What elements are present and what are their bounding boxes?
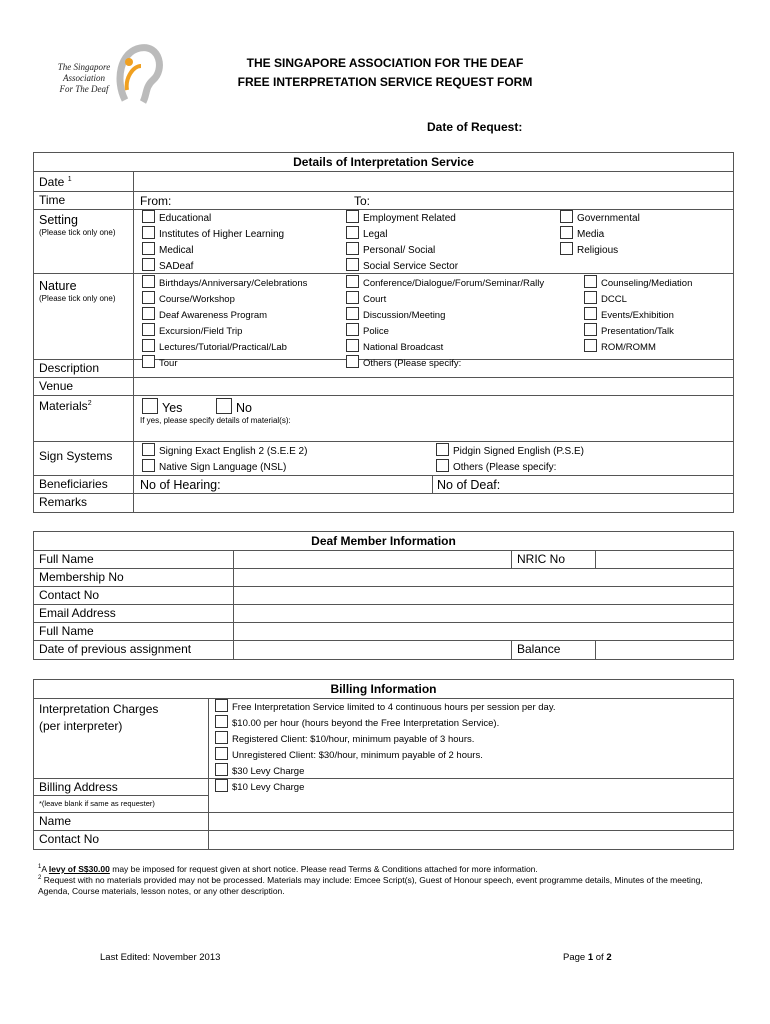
full-name-label-2: Full Name	[34, 623, 234, 641]
logo-line: The Singapore	[57, 62, 111, 72]
sign-systems-options	[134, 442, 734, 476]
checkbox-label: Religious	[577, 245, 619, 256]
checkbox-label: Excursion/Field Trip	[159, 326, 243, 337]
membership-label: Membership No	[34, 569, 234, 587]
full-name-field-2[interactable]	[234, 623, 734, 641]
time-field[interactable]	[134, 192, 734, 210]
billing-table	[33, 679, 734, 850]
nature-col2	[346, 275, 544, 371]
checkbox[interactable]	[142, 307, 155, 320]
full-name-field[interactable]	[234, 551, 512, 569]
setting-label: Setting	[39, 213, 78, 227]
beneficiaries-field	[134, 476, 734, 494]
checkbox[interactable]	[436, 459, 449, 472]
checkbox[interactable]	[346, 339, 359, 352]
checkbox[interactable]	[346, 275, 359, 288]
checkbox-label: Conference/Dialogue/Forum/Seminar/Rally	[363, 278, 545, 289]
logo-line: Association	[63, 73, 105, 83]
yes-label: Yes	[162, 401, 183, 415]
checkbox-option[interactable]	[560, 226, 640, 242]
checkbox-label: $30 Levy Charge	[232, 766, 305, 777]
time-label: Time	[34, 192, 134, 210]
checkbox[interactable]	[584, 323, 597, 336]
materials-no[interactable]	[216, 398, 252, 416]
checkbox-label: ROM/ROMM	[601, 342, 656, 353]
membership-field[interactable]	[234, 569, 734, 587]
footnote-number: 1	[38, 864, 42, 870]
checkbox-option[interactable]	[215, 715, 556, 731]
date-of-request: Date of Request:	[427, 120, 523, 134]
page-number	[563, 952, 612, 963]
checkbox-option[interactable]	[142, 459, 307, 475]
checkbox-option[interactable]	[215, 699, 556, 715]
checkbox-option[interactable]	[560, 242, 640, 258]
email-field[interactable]	[234, 605, 734, 623]
balance-label: Balance	[512, 641, 596, 660]
materials-label	[34, 396, 134, 442]
checkbox[interactable]	[436, 443, 449, 456]
full-name-label: Full Name	[34, 551, 234, 569]
checkbox[interactable]	[142, 398, 158, 414]
charges-options	[209, 699, 734, 793]
billing-section-title: Billing Information	[34, 680, 734, 699]
page-total: 2	[606, 952, 612, 963]
checkbox[interactable]	[560, 226, 573, 239]
nature-col3	[584, 275, 692, 355]
checkbox-label: Court	[363, 294, 387, 305]
charges-label	[34, 699, 209, 779]
checkbox-label: Medical	[159, 245, 194, 256]
checkbox-option[interactable]	[436, 459, 584, 475]
date-field[interactable]	[134, 172, 734, 192]
checkbox-option[interactable]	[142, 226, 284, 242]
materials-field	[134, 396, 734, 442]
checkbox[interactable]	[346, 242, 359, 255]
no-label: No	[236, 401, 252, 415]
checkbox-option[interactable]	[346, 226, 458, 242]
checkbox-label: Free Interpretation Service limited to 4 continuous hours per session per day.	[232, 702, 556, 713]
page-current: 1	[587, 952, 594, 963]
checkbox-label: Tour	[159, 358, 178, 369]
checkbox-label: Governmental	[577, 213, 640, 224]
checkbox[interactable]	[346, 258, 359, 271]
materials-yes[interactable]	[142, 398, 182, 416]
no-of-deaf-label: No of Deaf:	[437, 478, 501, 492]
checkbox-label: Pidgin Signed English (P.S.E)	[453, 446, 585, 457]
venue-label: Venue	[34, 378, 134, 396]
setting-col3	[560, 210, 640, 258]
checkbox[interactable]	[142, 258, 155, 271]
billing-address-label: Billing Address	[34, 779, 209, 796]
checkbox-option[interactable]	[142, 339, 307, 355]
checkbox[interactable]	[142, 275, 155, 288]
checkbox-option[interactable]	[346, 210, 458, 226]
checkbox-option[interactable]	[584, 275, 692, 291]
checkbox[interactable]	[142, 443, 155, 456]
checkbox[interactable]	[215, 731, 228, 744]
checkbox-option[interactable]	[346, 275, 544, 291]
checkbox[interactable]	[142, 459, 155, 472]
checkbox[interactable]	[215, 763, 228, 776]
checkbox-label: Presentation/Talk	[601, 326, 674, 337]
checkbox-option[interactable]	[215, 779, 556, 795]
checkbox[interactable]	[560, 210, 573, 223]
checkbox-option[interactable]	[142, 275, 307, 291]
checkbox-label: $10 Levy Charge	[232, 782, 305, 793]
last-edited: Last Edited: November 2013	[100, 952, 221, 963]
checkbox-label: Others (Please specify:	[453, 462, 557, 473]
checkbox-option[interactable]	[346, 242, 458, 258]
checkbox[interactable]	[142, 323, 155, 336]
checkbox[interactable]	[142, 355, 155, 368]
checkbox[interactable]	[346, 307, 359, 320]
charges-label-line: (per interpreter)	[39, 719, 123, 733]
materials-label-text: Materials	[39, 399, 88, 413]
checkbox[interactable]	[584, 339, 597, 352]
checkbox-label: National Broadcast	[363, 342, 444, 353]
from-label: From:	[140, 194, 172, 208]
checkbox-label: Native Sign Language (NSL)	[159, 462, 287, 473]
checkbox-label: Registered Client: $10/hour, minimum payable of 3 hours.	[232, 734, 475, 745]
checkbox[interactable]	[346, 291, 359, 304]
setting-col1	[142, 210, 284, 274]
billing-contact-label: Contact No	[34, 831, 209, 850]
no-of-hearing-label: No of Hearing:	[140, 478, 221, 492]
checkbox[interactable]	[584, 291, 597, 304]
checkbox-label: Social Service Sector	[363, 261, 459, 272]
checkbox-label: SADeaf	[159, 261, 194, 272]
checkbox-option[interactable]	[346, 339, 544, 355]
tick-hint: (Please tick only one)	[39, 294, 116, 303]
venue-field[interactable]	[134, 378, 734, 396]
logo-line: For The Deaf	[59, 84, 109, 94]
nature-label-cell	[34, 274, 134, 360]
checkbox[interactable]	[142, 291, 155, 304]
nature-col1	[142, 275, 307, 371]
to-label: To:	[354, 194, 371, 208]
checkbox-label: Discussion/Meeting	[363, 310, 446, 321]
checkbox-option[interactable]	[142, 242, 284, 258]
service-section-title: Details of Interpretation Service	[34, 153, 734, 172]
service-details-table	[33, 152, 734, 513]
billing-contact-field[interactable]	[209, 831, 734, 850]
checkbox-option[interactable]	[142, 258, 284, 274]
checkbox-option[interactable]	[584, 291, 692, 307]
checkbox-label: DCCL	[601, 294, 627, 305]
checkbox-option[interactable]	[584, 307, 692, 323]
checkbox-label: Birthdays/Anniversary/Celebrations	[159, 278, 308, 289]
checkbox-label: Others (Please specify:	[363, 358, 462, 369]
setting-label-cell	[34, 210, 134, 274]
checkbox-label: $10.00 per hour (hours beyond the Free Interpretation Service).	[232, 718, 500, 729]
contact-field[interactable]	[234, 587, 734, 605]
footnote-text: A	[41, 863, 49, 874]
checkbox[interactable]	[216, 398, 232, 414]
billing-address-hint: *(leave blank if same as requester)	[34, 796, 209, 813]
checkbox-option[interactable]	[346, 291, 544, 307]
tick-hint: (Please tick only one)	[39, 228, 116, 237]
checkbox[interactable]	[584, 275, 597, 288]
checkbox[interactable]	[584, 307, 597, 320]
charges-label-line: Interpretation Charges	[39, 702, 159, 716]
checkbox-option[interactable]	[142, 323, 307, 339]
checkbox[interactable]	[142, 226, 155, 239]
page-prefix: Page	[563, 952, 588, 963]
form-title: THE SINGAPORE ASSOCIATION FOR THE DEAF	[246, 56, 524, 70]
checkbox-option[interactable]	[346, 307, 544, 323]
checkbox-option[interactable]	[346, 323, 544, 339]
checkbox-label: Legal	[363, 229, 388, 240]
form-subtitle: FREE INTERPRETATION SERVICE REQUEST FORM	[237, 75, 533, 89]
setting-options	[134, 210, 734, 274]
setting-col2	[346, 210, 458, 274]
sign-col1	[142, 443, 307, 475]
balance-field[interactable]	[596, 641, 734, 660]
billing-name-label: Name	[34, 813, 209, 831]
remarks-label: Remarks	[34, 494, 134, 513]
checkbox-label: Course/Workshop	[159, 294, 235, 305]
footnote-text: may be imposed for request given at short notice. Please read Terms & Conditions attached for more information.	[109, 863, 538, 874]
materials-hint: If yes, please specify details of material(s):	[140, 416, 291, 425]
billing-name-field[interactable]	[209, 813, 734, 831]
prev-assignment-field[interactable]	[234, 641, 512, 660]
checkbox-label: Police	[363, 326, 389, 337]
checkbox[interactable]	[142, 242, 155, 255]
contact-label: Contact No	[34, 587, 234, 605]
checkbox-option[interactable]	[346, 258, 458, 274]
checkbox-option[interactable]	[346, 355, 544, 371]
checkbox-option[interactable]	[215, 763, 556, 779]
checkbox-label: Educational	[159, 213, 212, 224]
checkbox-label: Lectures/Tutorial/Practical/Lab	[159, 342, 287, 353]
checkbox-label: Counseling/Mediation	[601, 278, 693, 289]
checkbox[interactable]	[560, 242, 573, 255]
checkbox-option[interactable]	[560, 210, 640, 226]
checkbox-label: Employment Related	[363, 213, 456, 224]
checkbox[interactable]	[346, 355, 359, 368]
nature-options	[134, 274, 734, 369]
checkbox[interactable]	[346, 226, 359, 239]
checkbox-label: Institutes of Higher Learning	[159, 229, 285, 240]
date-label	[34, 172, 134, 192]
nric-label: NRIC No	[512, 551, 596, 569]
footnote-2	[38, 873, 728, 897]
checkbox-option[interactable]	[584, 339, 692, 355]
description-label: Description	[34, 360, 134, 378]
divider	[432, 476, 433, 493]
checkbox[interactable]	[215, 747, 228, 760]
checkbox-option[interactable]	[142, 307, 307, 323]
page-of: of	[593, 952, 607, 963]
checkbox-option[interactable]	[142, 443, 307, 459]
remarks-field[interactable]	[134, 494, 734, 513]
checkbox-label: Unregistered Client: $30/hour, minimum payable of 2 hours.	[232, 750, 483, 761]
footnote-text: Request with no materials provided may not be processed. Materials may include: Emcee Script(s), Guest of Honour speech, event programme details, Minutes of the meeting, Agenda, Course materials, lesson notes, or any other description.	[38, 874, 703, 896]
checkbox[interactable]	[215, 715, 228, 728]
footnote-ref: 2	[87, 400, 92, 407]
deaf-member-table	[33, 531, 734, 660]
levy-amount: levy of S$30.00	[48, 863, 110, 874]
checkbox-option[interactable]	[142, 291, 307, 307]
checkbox-label: Personal/ Social	[363, 245, 436, 256]
sign-col2	[436, 443, 584, 475]
checkbox-label: Signing Exact English 2 (S.E.E 2)	[159, 446, 308, 457]
nric-field[interactable]	[596, 551, 734, 569]
checkbox-label: Deaf Awareness Program	[159, 310, 268, 321]
checkbox[interactable]	[215, 779, 228, 792]
date-label-text: Date	[39, 175, 65, 189]
prev-assignment-label: Date of previous assignment	[34, 641, 234, 660]
checkbox-option[interactable]	[142, 210, 284, 226]
email-label: Email Address	[34, 605, 234, 623]
member-section-title: Deaf Member Information	[34, 532, 734, 551]
checkbox[interactable]	[215, 699, 228, 712]
checkbox-option[interactable]	[215, 731, 556, 747]
nature-label: Nature	[39, 279, 77, 293]
charges-col	[215, 699, 556, 795]
checkbox[interactable]	[346, 210, 359, 223]
footnote-number: 2	[38, 875, 42, 881]
checkbox-option[interactable]	[215, 747, 556, 763]
checkbox[interactable]	[346, 323, 359, 336]
footnote-ref: 1	[67, 176, 72, 183]
checkbox-option[interactable]	[142, 355, 307, 371]
beneficiaries-label: Beneficiaries	[34, 476, 134, 494]
sign-systems-label: Sign Systems	[34, 442, 134, 476]
checkbox-label: Media	[577, 229, 605, 240]
checkbox-option[interactable]	[584, 323, 692, 339]
checkbox[interactable]	[142, 210, 155, 223]
checkbox-label: Events/Exhibition	[601, 310, 674, 321]
checkbox-option[interactable]	[436, 443, 584, 459]
checkbox[interactable]	[142, 339, 155, 352]
